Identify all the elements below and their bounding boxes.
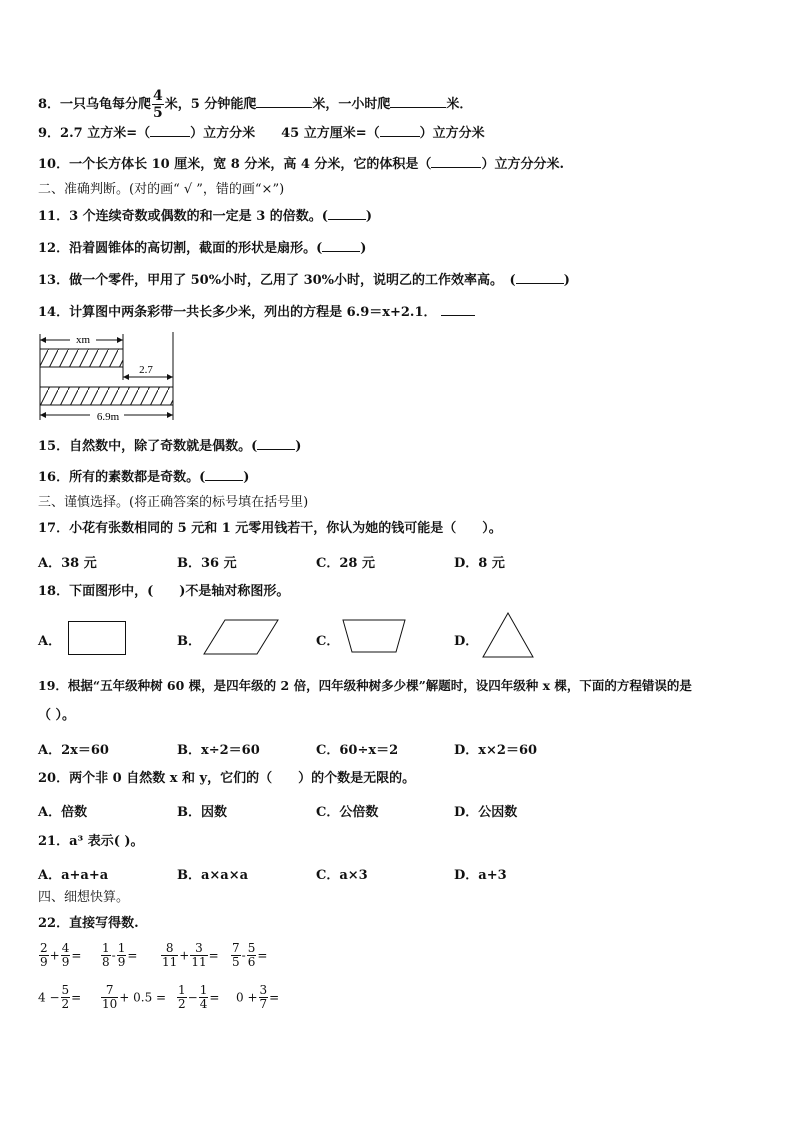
q14-blank[interactable]	[441, 303, 475, 316]
question-21: 21．a³ 表示( )。	[38, 834, 144, 849]
ribbon-top	[40, 349, 123, 367]
q18-option-b[interactable]: B．	[177, 634, 201, 649]
question-13: 13．做一个零件，甲用了 50%小时，乙用了 30%小时，说明乙的工作效率高。 ( )	[38, 273, 570, 288]
q19-option-d[interactable]: D．x×2＝60	[454, 743, 538, 758]
question-14: 14．计算图中两条彩带一共长多少米，列出的方程是 6.9＝x+2.1．	[38, 303, 475, 322]
calc-2-2: $\frac{7}{10}$ + 0.5 =	[102, 983, 167, 1011]
q9-blank-2[interactable]	[380, 124, 420, 137]
q8-blank-1[interactable]	[256, 95, 312, 108]
question-16: 16．所有的素数都是奇数。( )	[38, 470, 250, 485]
parallelogram-shape	[203, 619, 279, 655]
q20-option-d[interactable]: D．公因数	[454, 805, 518, 820]
label-6-9m: 6.9m	[96, 411, 120, 423]
q21-option-b[interactable]: B．a×a×a	[177, 868, 249, 883]
q13-blank[interactable]	[516, 271, 564, 284]
q16-blank[interactable]	[205, 468, 243, 481]
question-22: 22．直接写得数.	[38, 916, 139, 931]
q9-blank-1[interactable]	[150, 124, 190, 137]
section-2-heading: 二、准确判断。(对的画“ √ ”，错的画“×”)	[38, 182, 285, 197]
calc-1-3: $\frac{8}{11}$ + $\frac{3}{11}$ =	[162, 941, 219, 969]
question-15: 15．自然数中，除了奇数就是偶数。( )	[38, 439, 302, 454]
q21-option-c[interactable]: C．a×3	[316, 868, 368, 883]
q20-option-c[interactable]: C．公倍数	[316, 805, 379, 820]
calc-1-2: $\frac{1}{8}$ - $\frac{1}{9}$ =	[102, 941, 138, 969]
label-2-7: 2.7	[139, 364, 153, 376]
calc-2-1: 4 − $\frac{5}{2}$ =	[38, 983, 82, 1011]
q19-option-c[interactable]: C．60÷x＝2	[316, 743, 399, 758]
q8-text: 8．一只乌龟每分爬	[38, 97, 152, 112]
q20-option-b[interactable]: B．因数	[177, 805, 227, 820]
q15-blank[interactable]	[257, 437, 295, 450]
q17-option-b[interactable]: B．36 元	[177, 556, 237, 571]
calc-2-4: 0 + $\frac{3}{7}$ =	[236, 983, 280, 1011]
q8-fraction: $\frac{4}{5}$	[153, 88, 163, 121]
rectangle-shape	[68, 621, 126, 655]
q18-option-a[interactable]: A．	[38, 634, 62, 649]
q19-option-b[interactable]: B．x÷2＝60	[177, 743, 260, 758]
q18-option-d[interactable]: D．	[454, 634, 479, 649]
q8-blank-2[interactable]	[390, 95, 446, 108]
question-10: 10．一个长方体长 10 厘米，宽 8 分米，高 4 分米，它的体积是（ ）立方分分米.	[38, 157, 564, 172]
calc-1-4: $\frac{7}{5}$ - $\frac{5}{6}$ =	[232, 941, 268, 969]
q18-option-c[interactable]: C．	[316, 634, 340, 649]
q21-option-d[interactable]: D．a+3	[454, 868, 507, 883]
question-19: 19．根据“五年级种树 60 棵，是四年级的 2 倍，四年级种树多少棵”解题时，设四年级种 x 棵，下面的方程错误的是	[38, 678, 692, 693]
question-18: 18．下面图形中，( )不是轴对称图形。	[38, 584, 290, 599]
trapezoid-shape	[342, 619, 406, 653]
question-11: 11．3 个连续奇数或偶数的和一定是 3 的倍数。( )	[38, 209, 373, 224]
q21-option-a[interactable]: A．a+a+a	[38, 868, 109, 883]
ribbon-bottom	[40, 387, 173, 405]
question-8: 8．一只乌龟每分爬 $\frac{4}{5}$ 米，5 分钟能爬 米，一小时爬 米．	[38, 88, 473, 121]
question-12: 12．沿着圆锥体的高切割，截面的形状是扇形。( )	[38, 241, 367, 256]
question-9: 9．2.7 立方米=（ ）立方分米 45 立方厘米=（ ）立方分米	[38, 126, 485, 141]
q10-blank[interactable]	[431, 155, 481, 168]
q19-option-a[interactable]: A．2x＝60	[38, 743, 109, 758]
section-4-heading: 四、细想快算。	[38, 890, 130, 905]
ribbon-diagram	[38, 330, 183, 425]
q17-option-c[interactable]: C．28 元	[316, 556, 375, 571]
q11-blank[interactable]	[328, 207, 366, 220]
q12-blank[interactable]	[322, 239, 360, 252]
question-17: 17．小花有张数相同的 5 元和 1 元零用钱若干，你认为她的钱可能是（ ）。	[38, 521, 502, 536]
question-20: 20．两个非 0 自然数 x 和 y，它们的（ ）的个数是无限的。	[38, 771, 416, 786]
label-xm: xm	[75, 334, 91, 346]
q17-option-a[interactable]: A．38 元	[38, 556, 97, 571]
calc-1-1: $\frac{2}{9}$ + $\frac{4}{9}$ =	[40, 941, 82, 969]
triangle-shape	[482, 612, 534, 658]
question-19-cont: （ ）。	[38, 708, 76, 723]
section-3-heading: 三、谨慎选择。(将正确答案的标号填在括号里)	[38, 495, 309, 510]
calc-2-3: $\frac{1}{2}$ − $\frac{1}{4}$ =	[178, 983, 220, 1011]
q20-option-a[interactable]: A．倍数	[38, 805, 88, 820]
q17-option-d[interactable]: D．8 元	[454, 556, 505, 571]
